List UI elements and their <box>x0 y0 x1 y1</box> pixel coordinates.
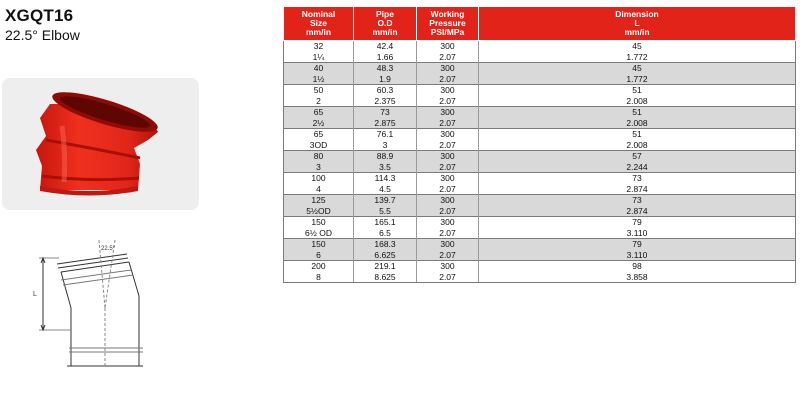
table-cell-dim: 2.244 <box>479 162 796 173</box>
table-cell-size: 40 <box>284 63 354 74</box>
table-row <box>284 228 796 239</box>
table-cell-od: 88.9 <box>354 151 417 162</box>
table-cell-od: 4.5 <box>354 184 417 195</box>
table-cell-size: 3 <box>284 162 354 173</box>
table-cell-size: 50 <box>284 85 354 96</box>
table-cell-dim: 2.008 <box>479 140 796 151</box>
header-dimension-l: Dimension L mm/in <box>479 7 796 41</box>
table-cell-pressure: 2.07 <box>417 118 479 129</box>
table-cell-od: 1.9 <box>354 74 417 85</box>
table-cell-dim: 51 <box>479 107 796 118</box>
table-row <box>284 162 796 173</box>
table-cell-dim: 3.110 <box>479 228 796 239</box>
table-cell-pressure: 2.07 <box>417 272 479 283</box>
table-row <box>284 85 796 96</box>
table-row <box>284 63 796 74</box>
product-name: 22.5° Elbow <box>5 27 80 43</box>
table-body <box>284 41 796 283</box>
table-cell-od: 48.3 <box>354 63 417 74</box>
table-cell-size: 200 <box>284 261 354 272</box>
table-cell-dim: 73 <box>479 173 796 184</box>
table-cell-pressure: 2.07 <box>417 250 479 261</box>
elbow-technical-drawing <box>15 238 160 378</box>
table-row <box>284 217 796 228</box>
table-cell-size: 150 <box>284 239 354 250</box>
table-cell-size: 2½ <box>284 118 354 129</box>
table-cell-dim: 51 <box>479 85 796 96</box>
table-cell-size: 6 <box>284 250 354 261</box>
header-pipe-od: Pipe O.D mm/in <box>354 7 417 41</box>
table-cell-size: 4 <box>284 184 354 195</box>
table-cell-pressure: 300 <box>417 63 479 74</box>
table-cell-od: 42.4 <box>354 41 417 52</box>
table-cell-pressure: 300 <box>417 195 479 206</box>
elbow-photo <box>2 78 199 210</box>
table-cell-pressure: 2.07 <box>417 184 479 195</box>
table-cell-size: 6½ OD <box>284 228 354 239</box>
table-row <box>284 118 796 129</box>
table-row <box>284 206 796 217</box>
table-row <box>284 239 796 250</box>
table-row <box>284 74 796 85</box>
table-cell-pressure: 2.07 <box>417 96 479 107</box>
table-cell-od: 76.1 <box>354 129 417 140</box>
table-cell-size: 32 <box>284 41 354 52</box>
table-cell-od: 6.5 <box>354 228 417 239</box>
table-cell-dim: 2.874 <box>479 206 796 217</box>
table-cell-size: 1½ <box>284 74 354 85</box>
table-cell-pressure: 300 <box>417 85 479 96</box>
header-nominal-size: Nominal Size mm/in <box>284 7 354 41</box>
table-cell-pressure: 2.07 <box>417 162 479 173</box>
table-cell-od: 139.7 <box>354 195 417 206</box>
table-cell-od: 165.1 <box>354 217 417 228</box>
table-cell-dim: 79 <box>479 217 796 228</box>
table-row <box>284 52 796 63</box>
table-cell-size: 5½OD <box>284 206 354 217</box>
table-row <box>284 261 796 272</box>
table-cell-size: 80 <box>284 151 354 162</box>
table-cell-size: 125 <box>284 195 354 206</box>
table-cell-dim: 2.008 <box>479 96 796 107</box>
table-header-row <box>284 7 796 41</box>
table-cell-od: 6.625 <box>354 250 417 261</box>
table-cell-pressure: 2.07 <box>417 140 479 151</box>
table-cell-od: 2.875 <box>354 118 417 129</box>
table-cell-pressure: 300 <box>417 129 479 140</box>
table-cell-dim: 98 <box>479 261 796 272</box>
table-row <box>284 41 796 52</box>
dimension-l-label: L <box>33 291 37 298</box>
table-cell-pressure: 2.07 <box>417 74 479 85</box>
table-row <box>284 107 796 118</box>
table-cell-od: 3 <box>354 140 417 151</box>
table-cell-pressure: 300 <box>417 151 479 162</box>
table-cell-dim: 1.772 <box>479 52 796 63</box>
table-cell-pressure: 300 <box>417 217 479 228</box>
table-cell-dim: 45 <box>479 41 796 52</box>
table-cell-od: 219.1 <box>354 261 417 272</box>
table-cell-size: 8 <box>284 272 354 283</box>
table-row <box>284 151 796 162</box>
table-cell-od: 168.3 <box>354 239 417 250</box>
table-cell-pressure: 2.07 <box>417 228 479 239</box>
table-cell-od: 8.625 <box>354 272 417 283</box>
table-row <box>284 250 796 261</box>
table-cell-dim: 2.874 <box>479 184 796 195</box>
table-cell-size: 1¼ <box>284 52 354 63</box>
table-cell-pressure: 300 <box>417 173 479 184</box>
table-cell-size: 100 <box>284 173 354 184</box>
table-cell-pressure: 300 <box>417 41 479 52</box>
table-row <box>284 96 796 107</box>
angle-label: 22.5° <box>101 246 116 252</box>
table-cell-od: 60.3 <box>354 85 417 96</box>
table-row <box>284 272 796 283</box>
table-row <box>284 173 796 184</box>
table-cell-od: 2.375 <box>354 96 417 107</box>
table-row <box>284 129 796 140</box>
table-cell-pressure: 2.07 <box>417 52 479 63</box>
table-cell-od: 1.66 <box>354 52 417 63</box>
table-cell-size: 150 <box>284 217 354 228</box>
table-cell-od: 3.5 <box>354 162 417 173</box>
table-cell-dim: 79 <box>479 239 796 250</box>
table-cell-size: 2 <box>284 96 354 107</box>
table-cell-pressure: 300 <box>417 239 479 250</box>
table-cell-od: 73 <box>354 107 417 118</box>
table-row <box>284 195 796 206</box>
table-cell-pressure: 2.07 <box>417 206 479 217</box>
product-code: XGQT16 <box>5 6 74 25</box>
table-cell-od: 5.5 <box>354 206 417 217</box>
table-cell-dim: 73 <box>479 195 796 206</box>
table-cell-dim: 57 <box>479 151 796 162</box>
table-cell-dim: 3.110 <box>479 250 796 261</box>
table-cell-dim: 2.008 <box>479 118 796 129</box>
table-cell-dim: 3.858 <box>479 272 796 283</box>
table-cell-od: 114.3 <box>354 173 417 184</box>
table-cell-size: 3OD <box>284 140 354 151</box>
table-cell-dim: 51 <box>479 129 796 140</box>
table-cell-size: 65 <box>284 129 354 140</box>
product-photo-card <box>2 78 199 210</box>
table-cell-dim: 45 <box>479 63 796 74</box>
specification-table <box>283 6 796 283</box>
table-cell-pressure: 300 <box>417 107 479 118</box>
header-working-pressure: Working Pressure PSI/MPa <box>417 7 479 41</box>
table-cell-pressure: 300 <box>417 261 479 272</box>
table-row <box>284 140 796 151</box>
table-row <box>284 184 796 195</box>
table-cell-dim: 1.772 <box>479 74 796 85</box>
table-cell-size: 65 <box>284 107 354 118</box>
